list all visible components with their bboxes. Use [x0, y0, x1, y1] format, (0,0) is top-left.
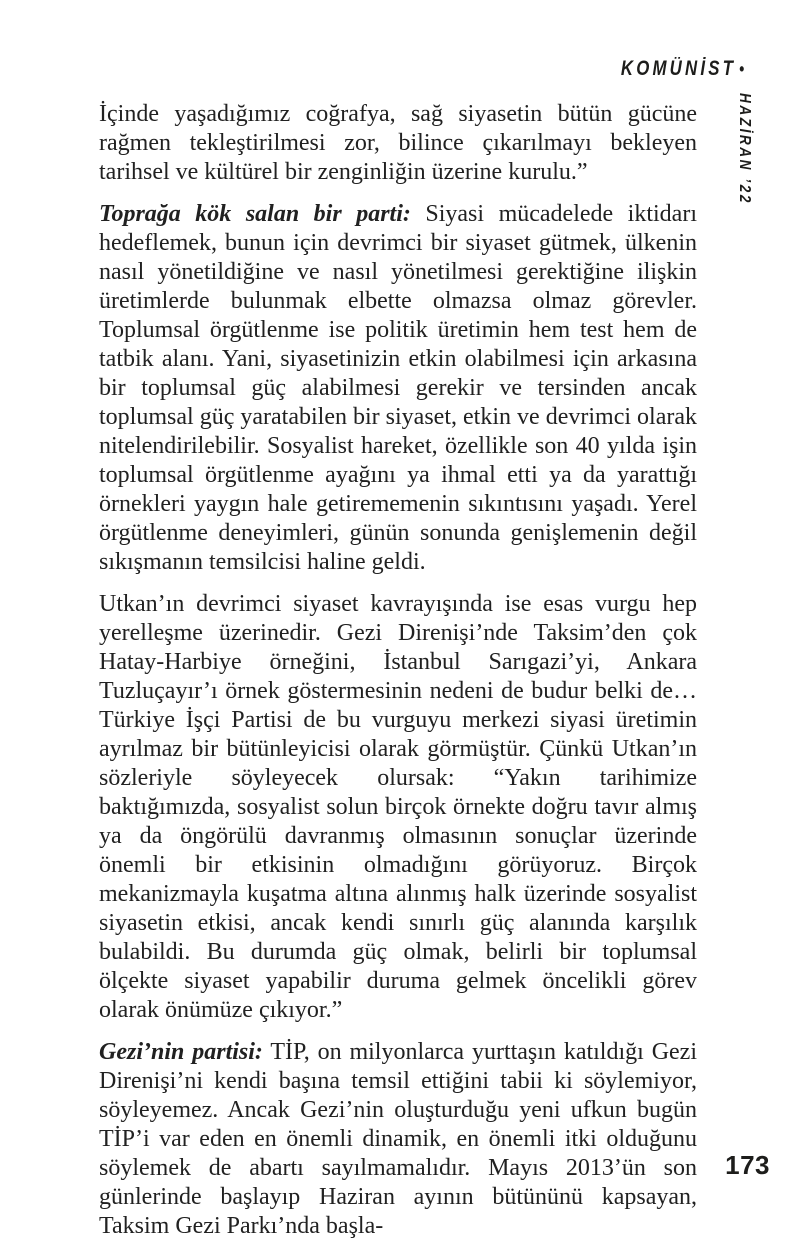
paragraph — [99, 1038, 697, 1241]
issue-label: HAZİRAN ’22 — [736, 93, 753, 205]
paragraph-text: Siyasi mücadelede iktidarı hedeflemek, bunun için devrimci bir siyaset gütmek, ülkenin nasıl yönetildiğine ve nasıl yönetilmesi gerektiğine ilişkin üretimlerde bulunmak elbette olmazsa olmaz görevler. Toplumsal örgütlenme ise politik üretimin hem test hem de tatbik alanı. Yani, siyasetinizin etkin olabilmesi için arkasına bir toplumsal güç alabilmesi gerekir ve tersinden ancak toplumsal güç yaratabilen bir siyaset, etkin ve devrimci olarak nitelendirilebilir. Sosyalist hareket, özellikle son 40 yılda işin toplumsal örgütlenme ayağını ya ihmal etti ya da yarattığı örnekleri yaygın hale getirememenin sıkıntısını yaşadı. Yerel örgütlenme deneyimleri, günün sonunda genişlemenin değil sıkışmanın temsilcisi haline geldi. — [99, 201, 697, 575]
paragraph-text: İçinde yaşadığımız coğrafya, sağ siyasetin bütün gücüne rağmen tekleştirilmesi zor, bilince çıkarılmayı bekleyen tarihsel ve kültürel bir zenginliğin üzerine kurulu.” — [99, 101, 697, 185]
paragraph-lead: Gezi’nin partisi: — [99, 1039, 263, 1065]
paragraph-text: Utkan’ın devrimci siyaset kavrayışında ise esas vurgu hep yerelleşme üzerinedir. Gezi Direnişi’nde Taksim’den çok Hatay-Harbiye örneğini, İstanbul Sarıgazi’yi, Ankara Tuzluçayır’ı örnek göstermesinin nedeni de budur belki de… Türkiye İşçi Partisi de bu vurguyu merkezi siyasi üretimin ayrılmaz bir bütünleyicisi olarak görmüştür. Çünkü Utkan’ın sözleriyle söyleyecek olursak: “Yakın tarihimize baktığımızda, sosyalist solun birçok örnekte doğru tavır almış ya da öngörülü davranmış olmasının sonuçlar üzerinde önemli bir etkisinin olmadığını görüyoruz. Birçok mekanizmayla kuşatma altına alınmış halk üzerinde sosyalist siyasetin etkisi, ancak kendi sınırlı güç alanında karşılık bulabildi. Bu durumda güç olmak, belirli bir toplumsal ölçekte siyaset yapabilir duruma gelmek öncelikli görev olarak önümüze çıkıyor.” — [99, 591, 697, 1023]
page-number: 173 — [725, 1150, 770, 1180]
paragraph-lead: Toprağa kök salan bir parti: — [99, 201, 411, 227]
paragraph-text: TİP, on milyonlarca yurttaşın katıldığı Gezi Direnişi’ni kendi başına temsil ettiğini tabii ki söylemiyor, söyleyemez. Ancak Gezi’nin oluşturduğu yeni ufkun bugün TİP’i var eden en önemli dinamik, en önemli itki olduğunu söylemek de abartı sayılmamalıdır. Mayıs 2013’ün son günlerinde başlayıp Haziran ayının bütününü kapsayan, Taksim Gezi Parkı’nda başla- — [99, 1039, 697, 1239]
paragraph — [99, 200, 697, 577]
masthead-bullet-icon: • — [738, 59, 744, 79]
magazine-masthead — [621, 57, 744, 81]
paragraph — [99, 100, 697, 187]
magazine-title: KOMÜNİST — [620, 57, 736, 80]
article-body — [99, 100, 697, 1241]
paragraph — [99, 590, 697, 1025]
